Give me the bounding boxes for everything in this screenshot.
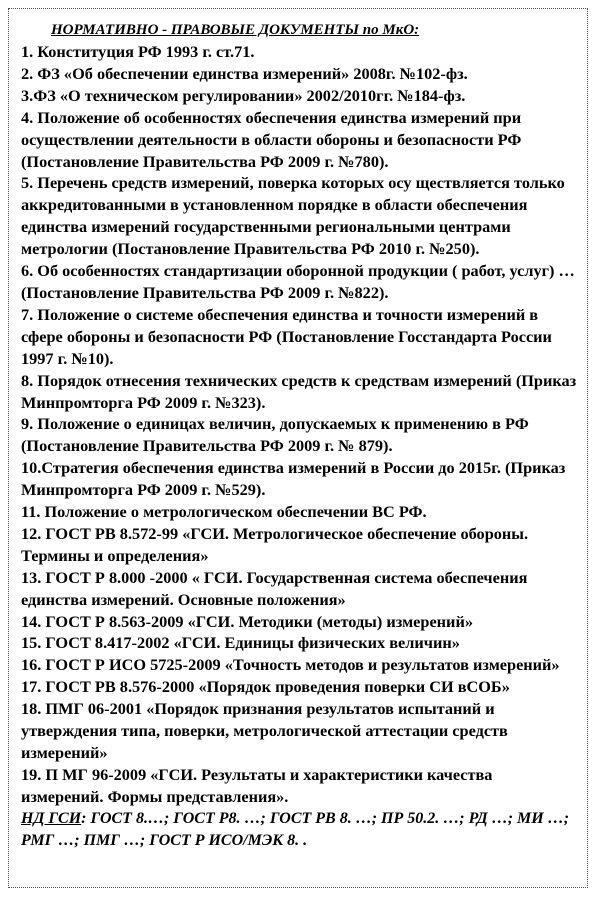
document-item: 7. Положение о системе обеспечения единства и точности измерений в сфере обороны и безопасности РФ (Постановление Госстандарта России 1997 г. №10).	[21, 304, 552, 368]
document-frame	[8, 8, 588, 888]
document-item: 12. ГОСТ РВ 8.572-99 «ГСИ. Метрологическое обеспечение обороны. Термины и определения»	[21, 523, 529, 565]
document-item: 2. ФЗ «Об обеспечении единства измерений» 2008г. №102-фз.	[21, 63, 468, 83]
document-item: 11. Положение о метрологическом обеспечении ВС РФ.	[21, 502, 427, 522]
document-item: 19. П МГ 96-2009 «ГСИ. Результаты и характеристики качества измерений. Формы представления».	[21, 764, 493, 806]
document-list	[21, 41, 577, 808]
document-item: 9. Положение о единицах величин, допускаемых к применению в РФ (Постановление Правительства РФ 2009 г. № 879).	[21, 414, 529, 456]
document-heading: НОРМАТИВНО - ПРАВОВЫЕ ДОКУМЕНТЫ по МкО:	[51, 22, 420, 38]
document-item: 10.Стратегия обеспечения единства измерений в России до 2015г. (Приказ Минпромторга РФ 2009 г. №529).	[21, 458, 566, 500]
document-item: 18. ПМГ 06-2001 «Порядок признания результатов испытаний и утверждения типа, поверки, метрологической аттестации средств измерений»	[21, 699, 508, 762]
document-item: 4. Положение об особенностях обеспечения единства измерений при осуществлении деятельности в области обороны и безопасности РФ (Постановление Правительства РФ 2009 г. №780).	[21, 107, 522, 171]
document-item: 6. Об особенностях стандартизации оборонной продукции ( работ, услуг) … (Постановление Правительства РФ 2009 г. №822).	[21, 261, 575, 302]
document-item: 3.ФЗ «О техническом регулировании» 2002/2010гг. №184-фз.	[21, 85, 466, 105]
document-item: 1. Конституция РФ 1993 г. ст.71.	[21, 42, 255, 61]
document-item: 15. ГОСТ 8.417-2002 «ГСИ. Единицы физических величин»	[21, 633, 460, 653]
document-item: 8. Порядок отнесения технических средств к средствам измерений (Приказ Минпромторга РФ 2009 г. №323).	[21, 370, 577, 412]
document-item: 16. ГОСТ Р ИСО 5725-2009 «Точность методов и результатов измерений»	[21, 655, 560, 675]
document-item: 13. ГОСТ Р 8.000 -2000 « ГСИ. Государственная система обеспечения единства измерений. Основные положения»	[21, 567, 528, 609]
footer-label: НД ГСИ	[21, 809, 82, 827]
footer-line	[21, 808, 577, 852]
document-item: 17. ГОСТ РВ 8.576-2000 «Порядок проведения поверки СИ вСОБ»	[21, 677, 510, 697]
footer-text: : ГОСТ 8.…; ГОСТ Р8. …; ГОСТ РВ 8. …; ПР 50.2. …; РД …; МИ …; РМГ …; ПМГ …; ГОСТ Р ИСО/МЭК 8. .	[21, 809, 570, 849]
document-item: 5. Перечень средств измерений, поверка которых осу ществляется только аккредитованными в установленном порядке в области обеспечения единства измерений государственными региональными центрами метрологии (Постановление Правительства РФ 2010 г. №250).	[21, 173, 565, 259]
document-item: 14. ГОСТ Р 8.563-2009 «ГСИ. Методики (методы) измерений»	[21, 611, 473, 631]
